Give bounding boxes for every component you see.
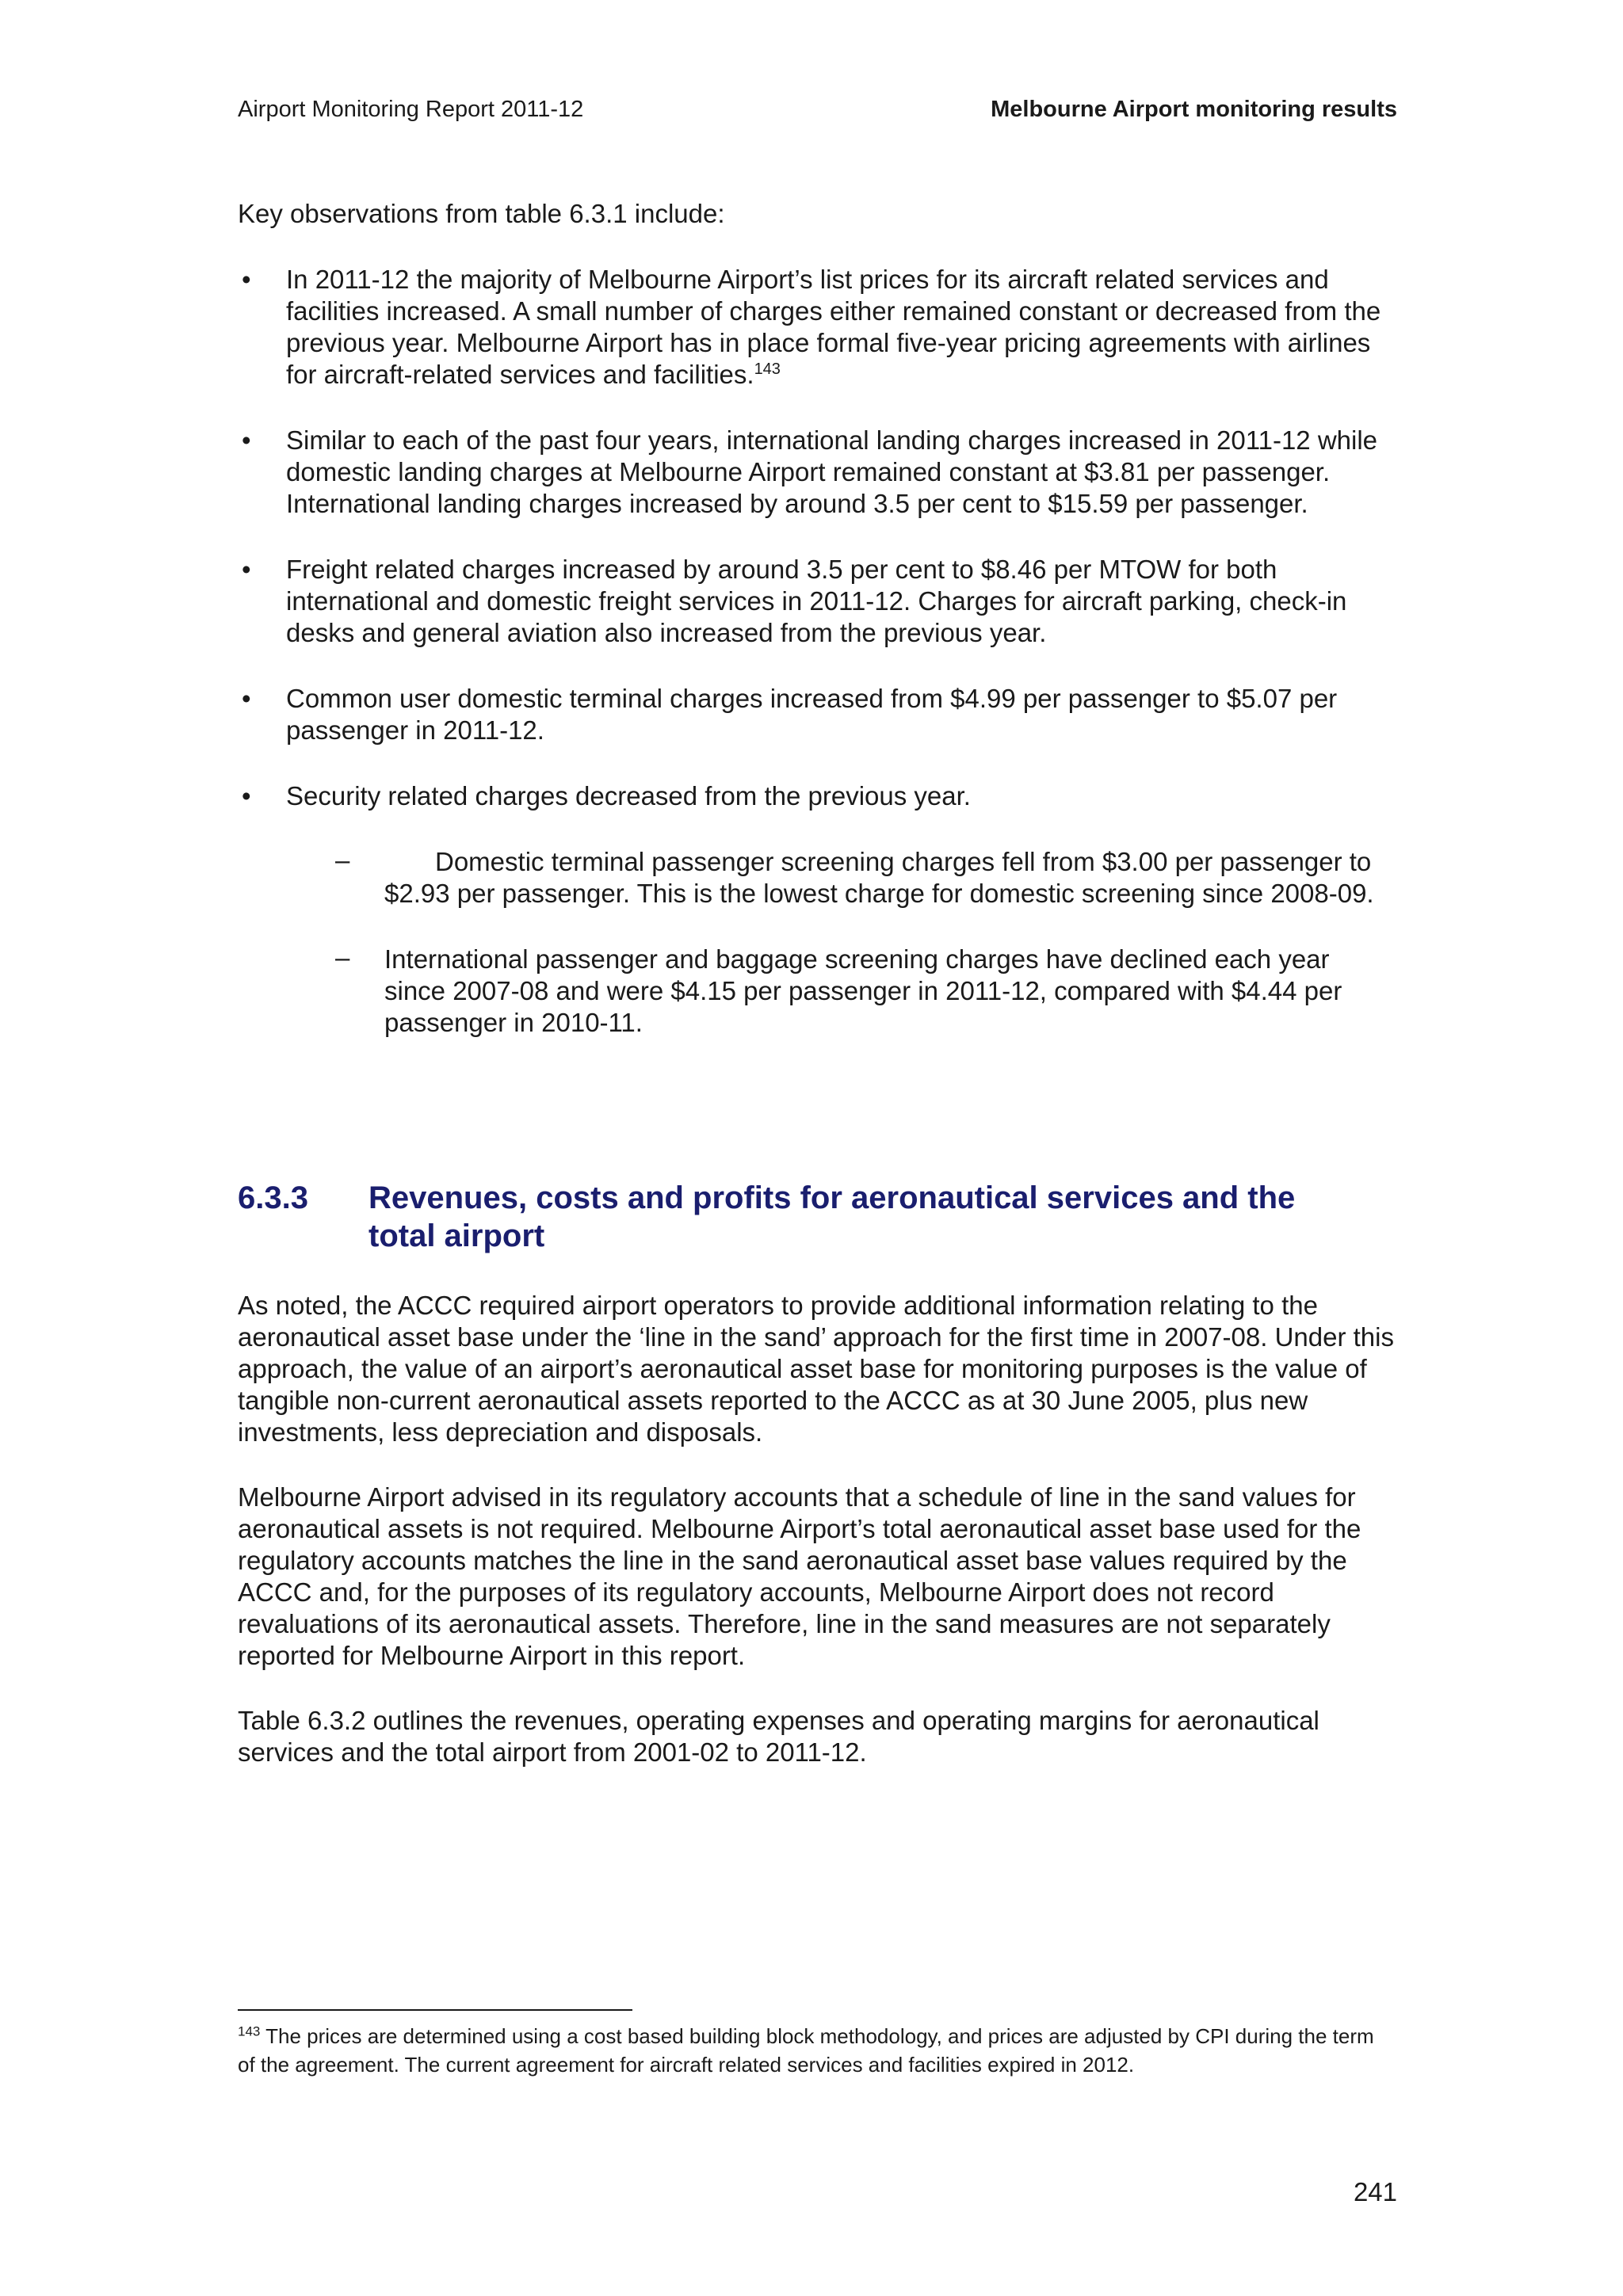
page-number: 241 xyxy=(1353,2177,1397,2206)
list-item xyxy=(238,683,1396,746)
list-item xyxy=(238,264,1396,391)
bullet-icon: • xyxy=(242,684,251,713)
intro-text: Key observations from table 6.3.1 include: xyxy=(238,199,725,228)
security-charges-sublist xyxy=(286,846,1396,1039)
list-item-text: Common user domestic terminal charges increased from $4.99 per passenger to $5.07 per passenger in 2011-12. xyxy=(286,684,1338,745)
sub-list-item-text: International passenger and baggage screening charges have declined each year since 2007-08 and were $4.15 per passenger in 2011-12, compared with $4.44 per passenger in 2010-11. xyxy=(384,944,1342,1037)
list-item xyxy=(238,554,1396,649)
section-title: Revenues, costs and profits for aeronautical services and the total airport xyxy=(369,1180,1296,1253)
paragraph: As noted, the ACCC required airport operators to provide additional information relating to the aeronautical asset base under the ‘line in the sand’ approach for the first time in 2007-08. Under this approach, the value of an airport’s aeronautical asset base for monitoring purposes is the value of tangible non-current aeronautical assets reported to the ACCC as at 30 June 2005, plus new investments, less depreciation and disposals. xyxy=(238,1291,1394,1447)
paragraph: Melbourne Airport advised in its regulatory accounts that a schedule of line in the sand values for aeronautical assets is not required. Melbourne Airport’s total aeronautical asset base used for the regulatory accounts matches the line in the sand aeronautical asset base values required by the ACCC and, for the purposes of its regulatory accounts, Melbourne Airport does not record revaluations of its aeronautical assets. Therefore, line in the sand measures are not separately reported for Melbourne Airport in this report. xyxy=(238,1482,1361,1670)
paragraph: Table 6.3.2 outlines the revenues, operating expenses and operating margins for aeronautical services and the total airport from 2001-02 to 2011-12. xyxy=(238,1706,1319,1767)
footnote-text: The prices are determined using a cost based building block methodology, and prices are adjusted by CPI during the term of the agreement. The current agreement for aircraft related services and facilities expired in 2012. xyxy=(238,2024,1374,2077)
sub-list-item xyxy=(286,944,1396,1039)
body-paragraphs xyxy=(238,1290,1396,1802)
list-item xyxy=(238,780,1396,1039)
section-number: 6.3.3 xyxy=(238,1180,308,1215)
key-observations-list xyxy=(238,264,1396,1073)
dash-icon: – xyxy=(335,845,350,875)
section-heading xyxy=(238,1179,1396,1255)
dash-icon: – xyxy=(335,943,350,972)
bullet-icon: • xyxy=(242,555,251,584)
footnote-number: 143 xyxy=(238,2023,261,2039)
footnote-reference[interactable]: 143 xyxy=(754,360,781,378)
running-header-left: Airport Monitoring Report 2011-12 xyxy=(238,97,584,122)
list-item xyxy=(238,425,1396,520)
footnote-divider xyxy=(238,2009,632,2011)
sub-list-item xyxy=(286,846,1396,910)
running-header-right: Melbourne Airport monitoring results xyxy=(991,97,1397,122)
list-item-text: Security related charges decreased from the previous year. xyxy=(286,781,971,810)
footnote xyxy=(238,2022,1396,2079)
bullet-icon: • xyxy=(242,781,251,810)
list-item-text: Similar to each of the past four years, international landing charges increased in 2011-12 while domestic landing charges at Melbourne Airport remained constant at $3.81 per passenger. International landing charges increased by around 3.5 per cent to $15.59 per passenger. xyxy=(286,425,1378,518)
bullet-icon: • xyxy=(242,425,251,455)
list-item-text: In 2011-12 the majority of Melbourne Airport’s list prices for its aircraft related services and facilities increased. A small number of charges either remained constant or decreased from the previous year. Melbourne Airport has in place formal five-year pricing agreements with airlines for aircraft-related services and facilities. xyxy=(286,265,1381,389)
bullet-icon: • xyxy=(242,265,251,294)
list-item-text: Freight related charges increased by around 3.5 per cent to $8.46 per MTOW for both international and domestic freight services in 2011-12. Charges for aircraft parking, check-in desks and general aviation also increased from the previous year. xyxy=(286,555,1347,647)
sub-list-item-text: Domestic terminal passenger screening charges fell from $3.00 per passenger to $2.93 per passenger. This is the lowest charge for domestic screening since 2008-09. xyxy=(384,847,1374,908)
